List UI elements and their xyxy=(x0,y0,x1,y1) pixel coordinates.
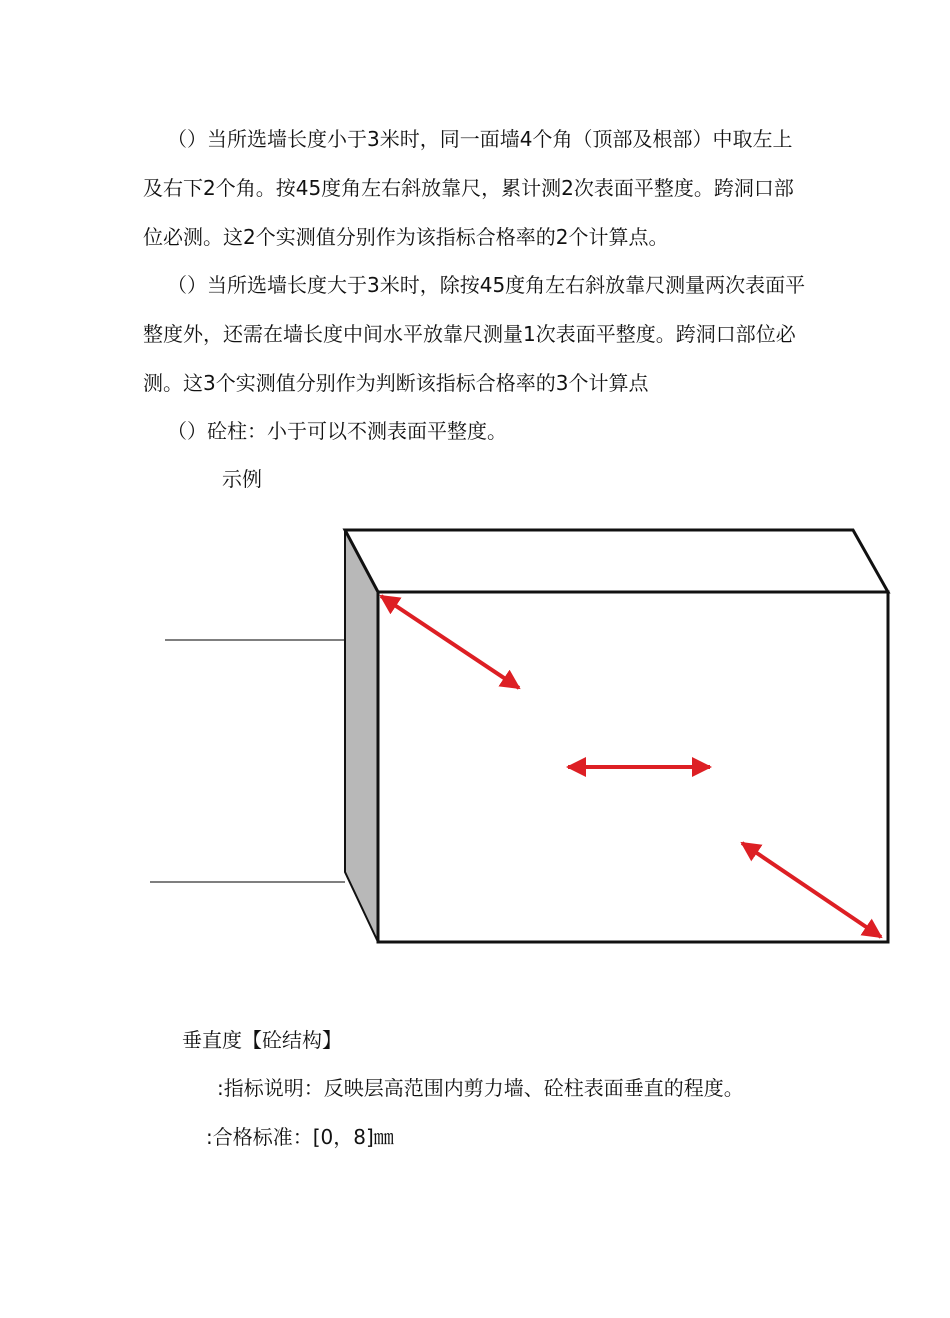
section-heading: 垂直度【砼结构】 xyxy=(182,1028,342,1052)
paragraph-2-line-1: （）当所选墙长度大于3米时，除按45度角左右斜放靠尺测量两次表面平 xyxy=(167,273,806,297)
paragraph-3: （）砼柱：小于可以不测表面平整度。 xyxy=(167,419,507,443)
qualification-standard: :合格标准：[0，8]㎜ xyxy=(206,1125,394,1149)
paragraph-1-line-1: （）当所选墙长度小于3米时，同一面墙4个角（顶部及根部）中取左上 xyxy=(167,127,793,151)
wall-side-face xyxy=(345,530,378,942)
paragraph-2-line-3: 测。这3个实测值分别作为判断该指标合格率的3个计算点 xyxy=(143,371,649,395)
indicator-description: :指标说明：反映层高范围内剪力墙、砼柱表面垂直的程度。 xyxy=(217,1076,744,1100)
paragraph-2-line-2: 整度外，还需在墙长度中间水平放靠尺测量1次表面平整度。跨洞口部位必 xyxy=(143,322,796,346)
example-label: 示例 xyxy=(222,467,262,491)
wall-top-face xyxy=(345,530,888,592)
paragraph-1-line-3: 位必测。这2个实测值分别作为该指标合格率的2个计算点。 xyxy=(143,225,669,249)
paragraph-1-line-2: 及右下2个角。按45度角左右斜放靠尺，累计测2次表面平整度。跨洞口部 xyxy=(143,176,794,200)
